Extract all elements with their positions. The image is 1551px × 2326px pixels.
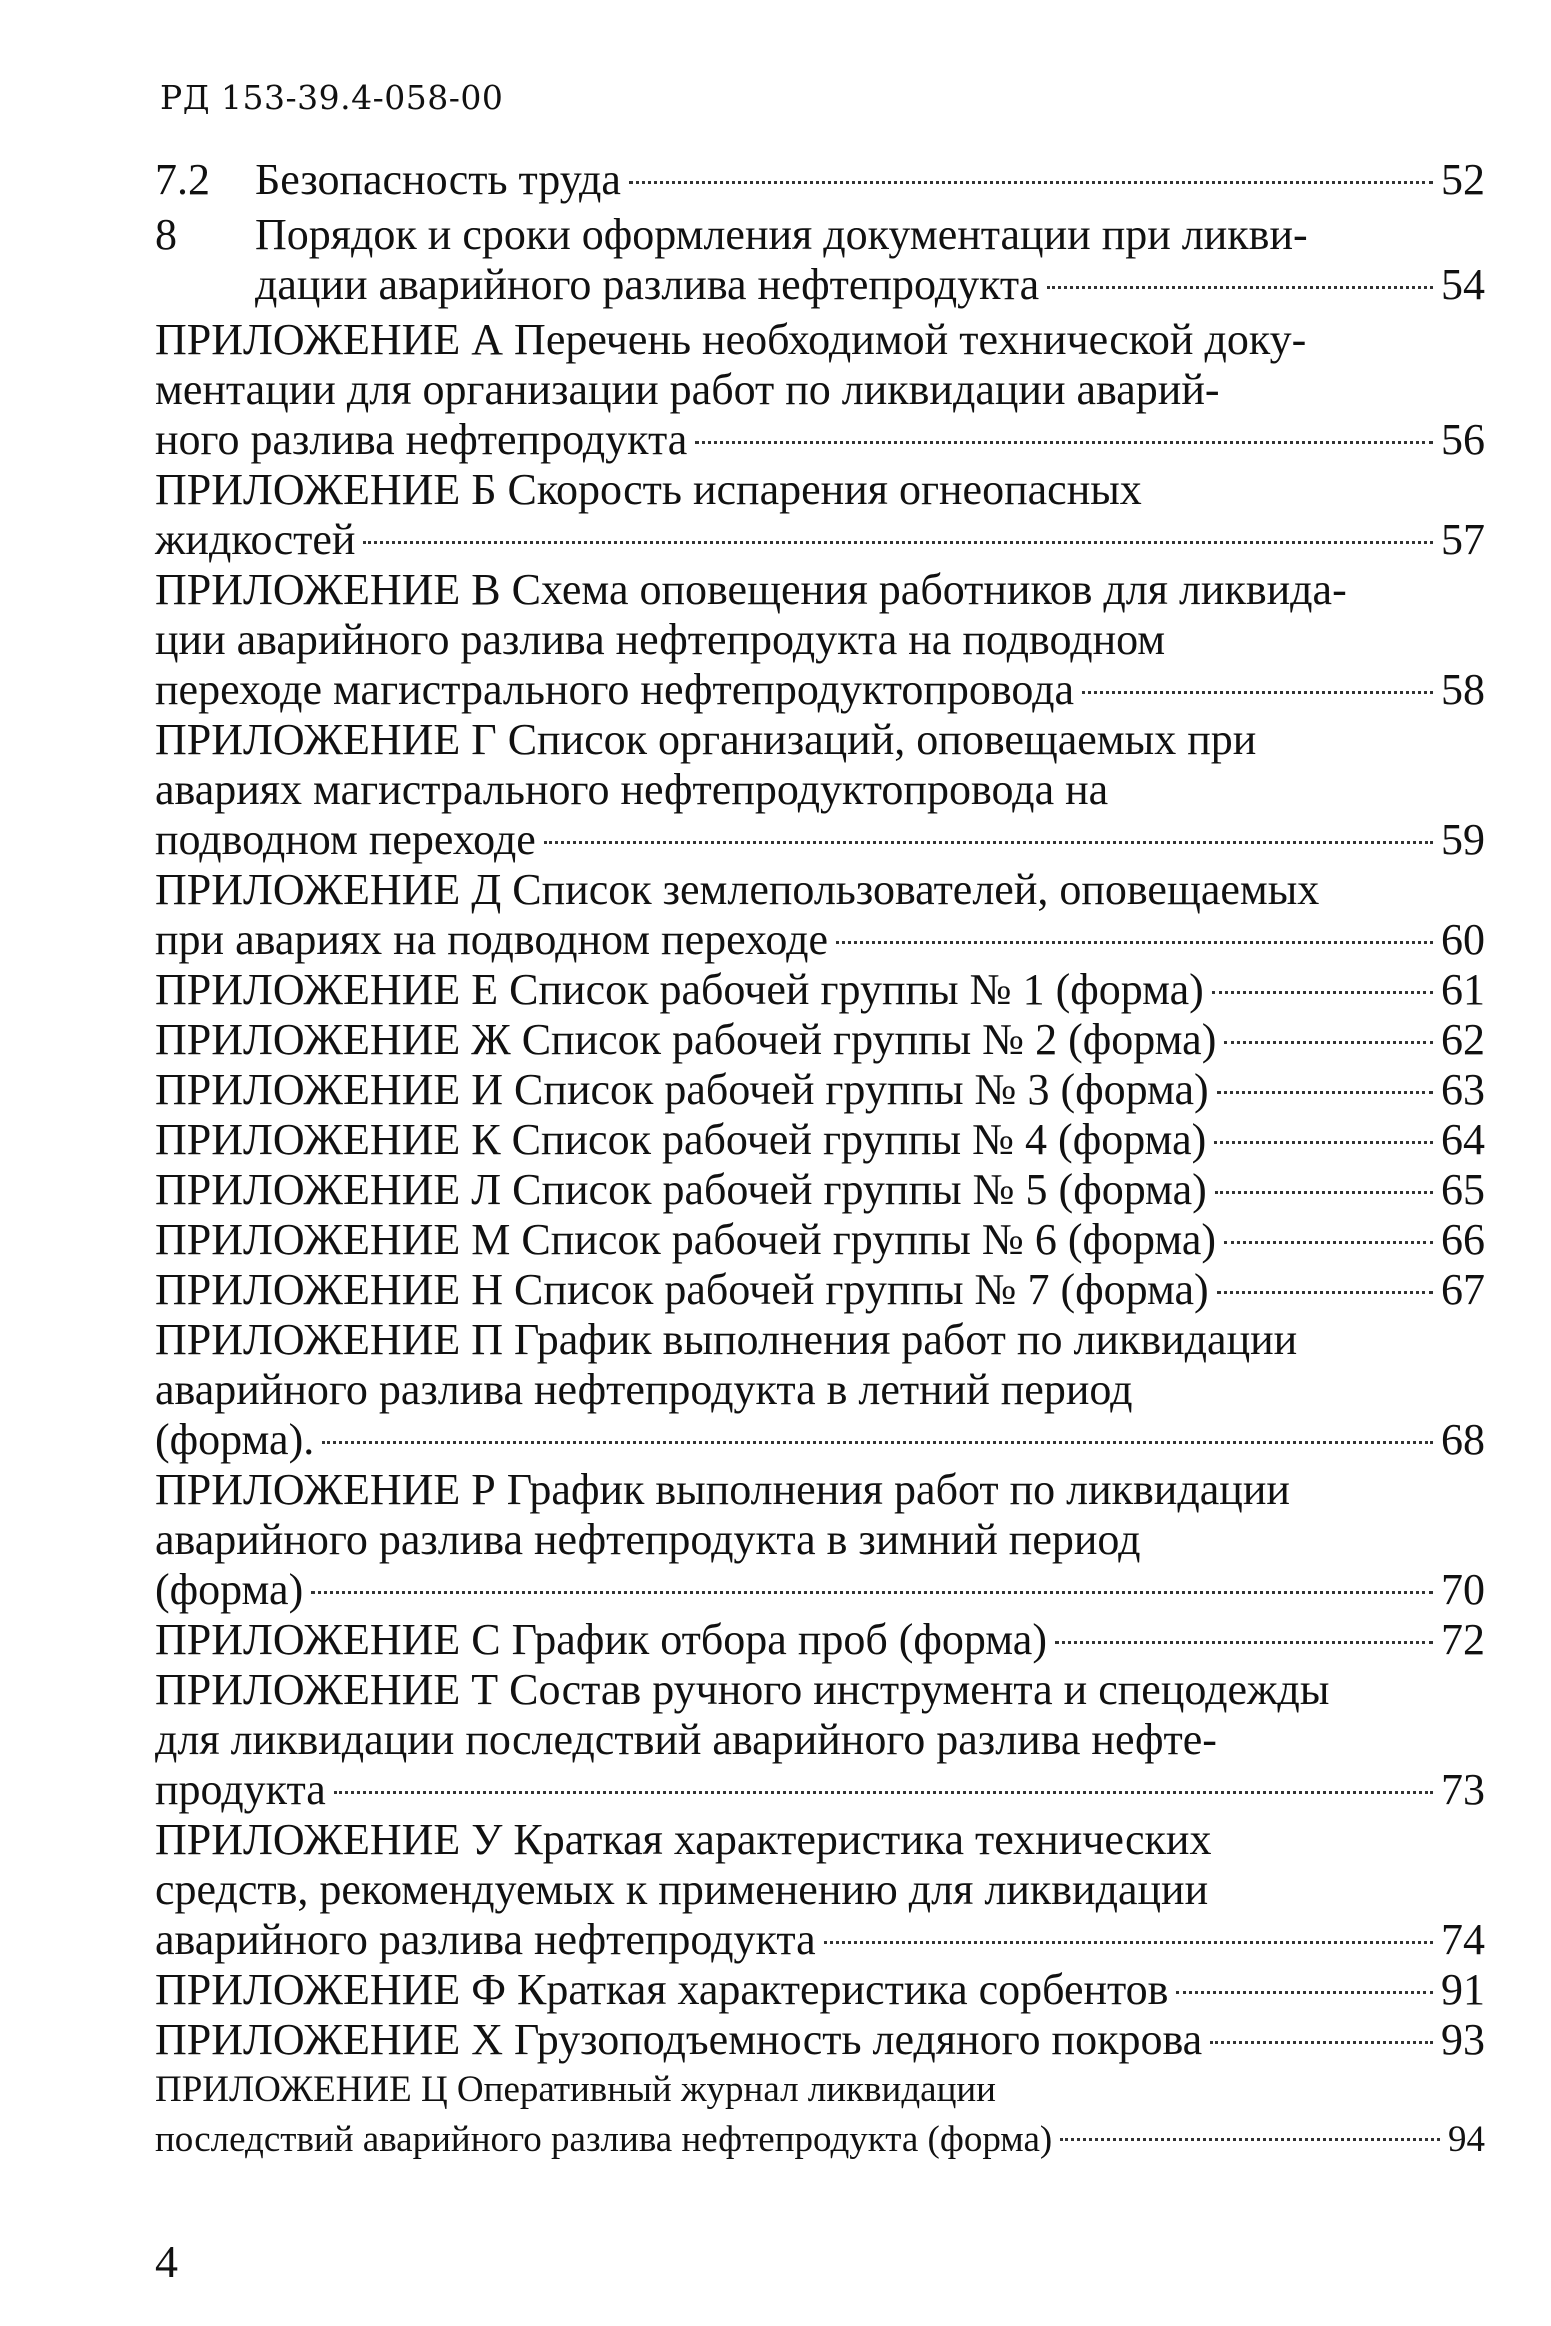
toc-line <box>155 2115 1485 2165</box>
toc-page-number: 94 <box>1448 2119 1485 2160</box>
toc-page-number: 58 <box>1441 665 1485 714</box>
toc-line <box>255 260 1485 310</box>
toc-appendix-entry[interactable] <box>155 1215 1485 1265</box>
toc-appendix-entry[interactable] <box>155 1315 1485 1465</box>
dot-leader <box>1060 2138 1440 2141</box>
toc-line <box>155 1215 1485 1265</box>
toc-appendix-entry[interactable] <box>155 1815 1485 1965</box>
toc-line-text: подводном переходе <box>155 815 536 864</box>
toc-line-text: (форма) <box>155 1565 304 1614</box>
toc-appendix-entry[interactable] <box>155 2015 1485 2065</box>
toc-page-number: 66 <box>1441 1215 1485 1264</box>
toc-line-text: ного разлива нефтепродукта <box>155 415 688 464</box>
toc-line-text: аварийного разлива нефтепродукта в зимний период <box>155 1515 1141 1564</box>
toc-page-number: 70 <box>1441 1565 1485 1614</box>
toc-page-number: 56 <box>1441 415 1485 464</box>
dot-leader <box>322 1441 1433 1444</box>
toc-line-text: Безопасность труда <box>255 155 621 204</box>
toc-line-text: ПРИЛОЖЕНИЕ Н Список рабочей группы № 7 (форма) <box>155 1265 1209 1314</box>
dot-leader <box>334 1791 1433 1794</box>
toc-line <box>155 1815 1485 1865</box>
toc-line <box>155 1465 1485 1515</box>
section-number: 8 <box>155 210 177 259</box>
toc-appendix-entry[interactable] <box>155 1615 1485 1665</box>
toc-line-text: авариях магистрального нефтепродуктопровода на <box>155 765 1109 814</box>
toc-line-text: ПРИЛОЖЕНИЕ Т Состав ручного инструмента и спецодежды <box>155 1665 1330 1714</box>
dot-leader <box>363 541 1433 544</box>
toc-line-text: аварийного разлива нефтепродукта в летний период <box>155 1365 1133 1414</box>
toc-page-number: 57 <box>1441 515 1485 564</box>
toc-line-text: последствий аварийного разлива нефтепродукта (форма) <box>155 2119 1053 2160</box>
dot-leader <box>836 941 1433 944</box>
toc-line-text: средств, рекомендуемых к применению для ликвидации <box>155 1865 1209 1914</box>
toc-line <box>155 315 1485 365</box>
table-of-contents <box>155 155 1485 2165</box>
dot-leader <box>1212 991 1433 994</box>
dot-leader <box>1215 1191 1433 1194</box>
toc-appendix-entry[interactable] <box>155 865 1485 965</box>
toc-appendix-entry[interactable] <box>155 1665 1485 1815</box>
toc-appendix-entry[interactable] <box>155 965 1485 1015</box>
toc-page-number: 93 <box>1441 2015 1485 2064</box>
toc-appendix-entry[interactable] <box>155 465 1485 565</box>
toc-page-number: 67 <box>1441 1265 1485 1314</box>
toc-page-number: 64 <box>1441 1115 1485 1164</box>
toc-line <box>155 1915 1485 1965</box>
toc-appendix-entry[interactable] <box>155 1015 1485 1065</box>
toc-line-text: ментации для организации работ по ликвидации аварий- <box>155 365 1220 414</box>
dot-leader <box>629 181 1433 184</box>
toc-line <box>155 1615 1485 1665</box>
toc-line-text: ПРИЛОЖЕНИЕ М Список рабочей группы № 6 (форма) <box>155 1215 1217 1264</box>
toc-page-number: 59 <box>1441 815 1485 864</box>
toc-line-text: дации аварийного разлива нефтепродукта <box>255 260 1040 309</box>
toc-page-number: 73 <box>1441 1765 1485 1814</box>
toc-line <box>155 565 1485 615</box>
toc-line-text: ПРИЛОЖЕНИЕ Ф Краткая характеристика сорбентов <box>155 1965 1169 2014</box>
dot-leader <box>544 841 1433 844</box>
toc-appendix-entry[interactable] <box>155 1065 1485 1115</box>
toc-line-text: (форма). <box>155 1415 315 1464</box>
toc-line-text: ПРИЛОЖЕНИЕ У Краткая характеристика технических <box>155 1815 1212 1864</box>
dot-leader <box>1217 1291 1433 1294</box>
toc-line <box>155 1565 1485 1615</box>
toc-line <box>155 1965 1485 2015</box>
toc-appendix-entry[interactable] <box>155 1965 1485 2015</box>
toc-line-text: ПРИЛОЖЕНИЕ Г Список организаций, оповещаемых при <box>155 715 1257 764</box>
toc-page-number: 60 <box>1441 915 1485 964</box>
toc-page-number: 54 <box>1441 260 1485 309</box>
toc-line-text: ПРИЛОЖЕНИЕ С График отбора проб (форма) <box>155 1615 1047 1664</box>
toc-line <box>155 1015 1485 1065</box>
dot-leader <box>695 441 1433 444</box>
toc-line <box>155 2065 1485 2115</box>
toc-line-text: для ликвидации последствий аварийного разлива нефте- <box>155 1715 1217 1764</box>
toc-line-text: ции аварийного разлива нефтепродукта на подводном <box>155 615 1166 664</box>
toc-line-text: ПРИЛОЖЕНИЕ Х Грузоподъемность ледяного покрова <box>155 2015 1203 2064</box>
toc-line <box>155 1515 1485 1565</box>
page-number: 4 <box>155 2236 178 2287</box>
toc-line-text: ПРИЛОЖЕНИЕ И Список рабочей группы № 3 (форма) <box>155 1065 1209 1114</box>
toc-line <box>155 365 1485 415</box>
toc-line <box>155 2015 1485 2065</box>
dot-leader <box>1224 1241 1433 1244</box>
toc-page-number: 61 <box>1441 965 1485 1014</box>
toc-line <box>155 915 1485 965</box>
toc-page-number: 52 <box>1441 155 1485 204</box>
dot-leader <box>1224 1041 1433 1044</box>
toc-appendix-entry[interactable] <box>155 1265 1485 1315</box>
toc-line <box>255 155 1485 205</box>
toc-line-text: ПРИЛОЖЕНИЕ К Список рабочей группы № 4 (форма) <box>155 1115 1207 1164</box>
toc-line-text: жидкостей <box>155 515 356 564</box>
dot-leader <box>1176 1991 1433 1994</box>
toc-line-text: ПРИЛОЖЕНИЕ Ц Оперативный журнал ликвидации <box>155 2069 996 2110</box>
toc-page-number: 62 <box>1441 1015 1485 1064</box>
toc-line-text: ПРИЛОЖЕНИЕ П График выполнения работ по ликвидации <box>155 1315 1298 1364</box>
toc-line <box>155 1415 1485 1465</box>
toc-page-number: 74 <box>1441 1915 1485 1964</box>
toc-page-number: 72 <box>1441 1615 1485 1664</box>
toc-line <box>155 415 1485 465</box>
toc-line <box>155 515 1485 565</box>
toc-appendix-entry[interactable] <box>155 2065 1485 2165</box>
toc-line-text: ПРИЛОЖЕНИЕ Л Список рабочей группы № 5 (форма) <box>155 1165 1207 1214</box>
toc-line <box>155 1715 1485 1765</box>
dot-leader <box>1082 691 1433 694</box>
toc-line-text: ПРИЛОЖЕНИЕ Е Список рабочей группы № 1 (форма) <box>155 965 1204 1014</box>
toc-line <box>155 765 1485 815</box>
toc-line-text: при авариях на подводном переходе <box>155 915 829 964</box>
toc-line <box>155 815 1485 865</box>
toc-line <box>155 665 1485 715</box>
toc-line <box>155 1765 1485 1815</box>
toc-line <box>155 1665 1485 1715</box>
toc-line <box>155 965 1485 1015</box>
toc-appendix-entry[interactable] <box>155 1165 1485 1215</box>
toc-line <box>155 1265 1485 1315</box>
dot-leader <box>824 1941 1433 1944</box>
toc-appendix-entry[interactable] <box>155 1465 1485 1615</box>
toc-line-text: аварийного разлива нефтепродукта <box>155 1915 816 1964</box>
toc-line <box>155 865 1485 915</box>
dot-leader <box>1210 2041 1433 2044</box>
toc-line-text: ПРИЛОЖЕНИЕ А Перечень необходимой технической доку- <box>155 315 1307 364</box>
toc-appendix-entry[interactable] <box>155 565 1485 715</box>
toc-appendix-entry[interactable] <box>155 1115 1485 1165</box>
toc-line <box>155 465 1485 515</box>
document-id-header: РД 153-39.4-058-00 <box>160 78 504 117</box>
toc-line <box>155 1365 1485 1415</box>
toc-line-text: продукта <box>155 1765 326 1814</box>
toc-appendix-entry[interactable] <box>155 715 1485 865</box>
toc-line-text: Порядок и сроки оформления документации при ликви- <box>255 210 1308 259</box>
section-number: 7.2 <box>155 155 210 204</box>
toc-page-number: 68 <box>1441 1415 1485 1464</box>
toc-line <box>155 1865 1485 1915</box>
dot-leader <box>1047 286 1433 289</box>
toc-page-number: 65 <box>1441 1165 1485 1214</box>
dot-leader <box>1217 1091 1433 1094</box>
toc-line-text: ПРИЛОЖЕНИЕ Р График выполнения работ по ликвидации <box>155 1465 1290 1514</box>
toc-line-text: ПРИЛОЖЕНИЕ Д Список землепользователей, оповещаемых <box>155 865 1320 914</box>
toc-page-number: 63 <box>1441 1065 1485 1114</box>
toc-line <box>155 1115 1485 1165</box>
toc-appendix-entry[interactable] <box>155 315 1485 465</box>
toc-line-text: ПРИЛОЖЕНИЕ Б Скорость испарения огнеопасных <box>155 465 1142 514</box>
toc-section-entry[interactable] <box>155 155 1485 205</box>
toc-line <box>155 1315 1485 1365</box>
toc-page-number: 91 <box>1441 1965 1485 2014</box>
toc-section-entry[interactable] <box>155 210 1485 310</box>
toc-line <box>255 210 1485 260</box>
toc-line <box>155 615 1485 665</box>
toc-line <box>155 715 1485 765</box>
dot-leader <box>311 1591 1433 1594</box>
dot-leader <box>1055 1641 1433 1644</box>
dot-leader <box>1214 1141 1433 1144</box>
toc-line-text: ПРИЛОЖЕНИЕ В Схема оповещения работников для ликвида- <box>155 565 1347 614</box>
toc-line-text: переходе магистрального нефтепродуктопровода <box>155 665 1075 714</box>
toc-line <box>155 1065 1485 1115</box>
toc-line-text: ПРИЛОЖЕНИЕ Ж Список рабочей группы № 2 (форма) <box>155 1015 1217 1064</box>
toc-line <box>155 1165 1485 1215</box>
